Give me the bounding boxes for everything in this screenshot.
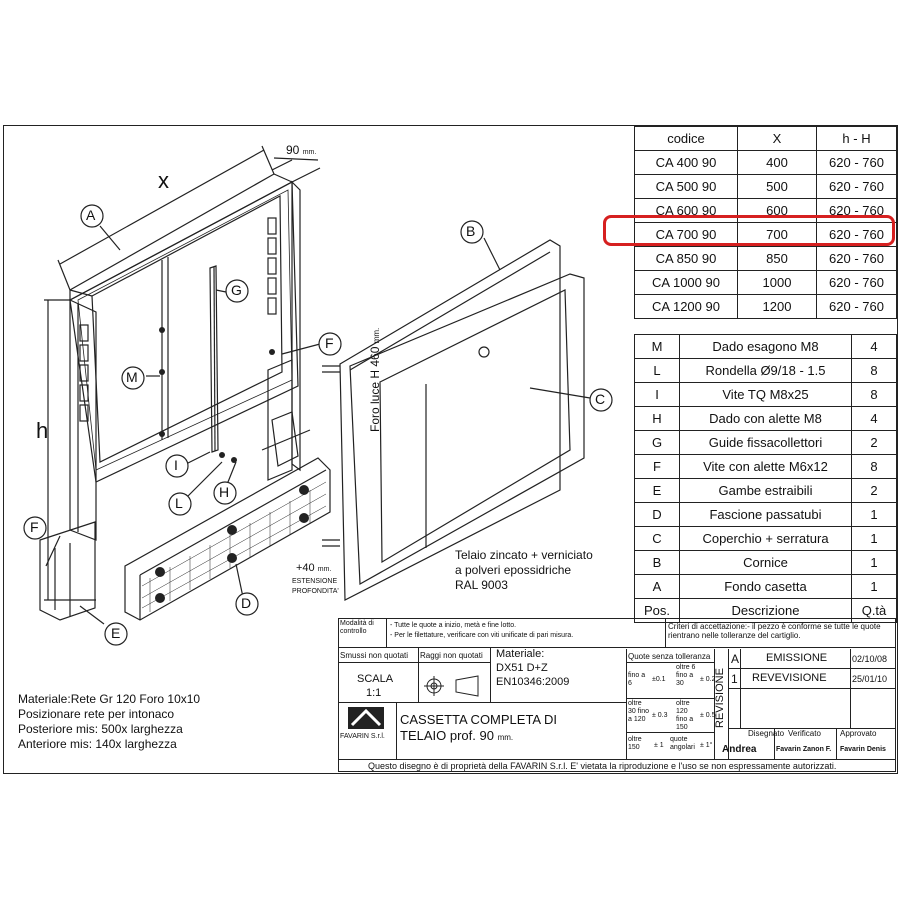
parts-row bbox=[635, 335, 897, 359]
codes-code: CA 700 90 bbox=[635, 223, 738, 247]
tol-cell: ± 0.5 bbox=[700, 712, 716, 719]
parts-pos: F bbox=[635, 455, 680, 479]
tol-cell: quote angolari bbox=[670, 736, 695, 751]
codes-code: CA 400 90 bbox=[635, 151, 738, 175]
codes-header-codice: codice bbox=[635, 127, 738, 151]
disegnato-label: Disegnato bbox=[748, 729, 785, 738]
parts-pos: B bbox=[635, 551, 680, 575]
parts-header-desc: Descrizione bbox=[680, 599, 852, 623]
callout-f-left: F bbox=[30, 519, 39, 535]
codes-x: 600 bbox=[738, 199, 817, 223]
tb-line bbox=[728, 688, 896, 689]
tb-line bbox=[338, 647, 896, 648]
rev-desc: EMISSIONE bbox=[766, 652, 828, 664]
title-line-2-text: TELAIO prof. 90 bbox=[400, 728, 494, 743]
tb-line bbox=[850, 649, 851, 729]
parts-row bbox=[635, 551, 897, 575]
callout-a: A bbox=[86, 207, 96, 223]
codes-row bbox=[635, 271, 897, 295]
parts-desc: Fascione passatubi bbox=[680, 503, 852, 527]
tb-line bbox=[665, 618, 666, 647]
codes-code: CA 1200 90 bbox=[635, 295, 738, 319]
parts-desc: Gambe estraibili bbox=[680, 479, 852, 503]
revisione-label: REVISIONE bbox=[714, 668, 726, 728]
tol-cell: fino a 6 bbox=[628, 672, 646, 687]
parts-header-qty: Q.tà bbox=[852, 599, 897, 623]
parts-qty: 4 bbox=[852, 407, 897, 431]
materiale-value-2: EN10346:2009 bbox=[496, 676, 570, 688]
finish-note-2: a polveri epossidriche bbox=[455, 563, 572, 577]
rev-date: 02/10/08 bbox=[852, 654, 888, 664]
parts-pos: D bbox=[635, 503, 680, 527]
criteri-text: Criteri di accettazione:- il pezzo è conforme se tutte le quote rientrano nelle tolleranze del cartiglio. bbox=[668, 622, 881, 640]
parts-row bbox=[635, 503, 897, 527]
codes-x: 500 bbox=[738, 175, 817, 199]
title-line-2 bbox=[400, 728, 513, 743]
tol-cell: ± 1° bbox=[700, 742, 713, 749]
parts-row bbox=[635, 407, 897, 431]
tol-cell: oltre 30 fino a 120 bbox=[628, 700, 650, 723]
rev-desc: REVEVISIONE bbox=[752, 672, 827, 684]
modalita-label: Modalità di controllo bbox=[340, 620, 374, 635]
parts-pos: H bbox=[635, 407, 680, 431]
material-note-4: Anteriore mis: 140x larghezza bbox=[18, 737, 177, 751]
tb-line bbox=[836, 728, 837, 759]
parts-qty: 1 bbox=[852, 575, 897, 599]
extension-value: +40 bbox=[296, 562, 315, 574]
dim-depth-unit: mm. bbox=[302, 149, 317, 156]
tb-line bbox=[338, 702, 626, 703]
parts-qty: 1 bbox=[852, 503, 897, 527]
tol-cell: oltre 120 fino a 150 bbox=[676, 700, 694, 731]
parts-row bbox=[635, 575, 897, 599]
callout-f-right: F bbox=[325, 335, 334, 351]
verificato-value: Favarin Zanon F. bbox=[776, 746, 832, 753]
parts-pos: A bbox=[635, 575, 680, 599]
codes-row bbox=[635, 247, 897, 271]
tb-line bbox=[490, 647, 491, 702]
tb-line bbox=[626, 732, 714, 733]
tb-line bbox=[418, 647, 419, 702]
tol-cell: ±0.1 bbox=[652, 676, 666, 683]
tol-cell: ± 0.2 bbox=[700, 676, 716, 683]
codes-row bbox=[635, 175, 897, 199]
dim-depth bbox=[286, 143, 316, 157]
parts-pos: E bbox=[635, 479, 680, 503]
parts-row bbox=[635, 383, 897, 407]
parts-qty: 2 bbox=[852, 479, 897, 503]
codes-h: 620 - 760 bbox=[817, 199, 897, 223]
material-note-3: Posteriore mis: 500x larghezza bbox=[18, 722, 183, 736]
tol-cell: oltre 6 fino a 30 bbox=[676, 664, 696, 687]
callout-l: L bbox=[175, 495, 183, 511]
tb-line bbox=[396, 702, 397, 759]
foro-luce-text: Foro luce H 460 bbox=[368, 346, 382, 432]
material-note-1: Materiale:Rete Gr 120 Foro 10x10 bbox=[18, 692, 201, 706]
extension-label bbox=[296, 562, 331, 574]
codes-header-h: h - H bbox=[817, 127, 897, 151]
callout-i: I bbox=[174, 457, 178, 473]
parts-desc: Cornice bbox=[680, 551, 852, 575]
codes-h: 620 - 760 bbox=[817, 295, 897, 319]
tb-line bbox=[338, 662, 490, 663]
parts-qty: 1 bbox=[852, 551, 897, 575]
codes-x: 1000 bbox=[738, 271, 817, 295]
tb-line bbox=[714, 759, 896, 760]
parts-pos: M bbox=[635, 335, 680, 359]
callout-c: C bbox=[595, 391, 606, 407]
modalita-note-1: - Tutte le quote a inizio, metà e fine lotto. bbox=[390, 622, 517, 629]
codes-h: 620 - 760 bbox=[817, 271, 897, 295]
codes-header-x: X bbox=[738, 127, 817, 151]
finish-note-1: Telaio zincato + verniciato bbox=[455, 548, 593, 562]
callout-b: B bbox=[466, 223, 476, 239]
parts-desc: Vite con alette M6x12 bbox=[680, 455, 852, 479]
parts-table bbox=[634, 334, 897, 623]
company-name: FAVARIN S.r.l. bbox=[340, 733, 385, 740]
tb-line bbox=[386, 618, 387, 647]
codes-x: 400 bbox=[738, 151, 817, 175]
parts-row bbox=[635, 527, 897, 551]
tb-line bbox=[728, 649, 729, 759]
disegnato-value: Andrea bbox=[722, 744, 757, 755]
parts-qty: 1 bbox=[852, 527, 897, 551]
raggi-label: Raggi non quotati bbox=[420, 651, 483, 660]
highlight-box bbox=[603, 215, 895, 246]
codes-x: 700 bbox=[738, 223, 817, 247]
foro-luce-label bbox=[368, 328, 382, 432]
parts-row bbox=[635, 431, 897, 455]
foro-luce-unit: mm. bbox=[372, 327, 381, 344]
finish-note-3: RAL 9003 bbox=[455, 578, 508, 592]
callout-e: E bbox=[111, 625, 121, 641]
material-note-2: Posizionare rete per intonaco bbox=[18, 707, 175, 721]
parts-desc: Dado esagono M8 bbox=[680, 335, 852, 359]
scala-label: SCALA bbox=[357, 673, 394, 685]
callout-m: M bbox=[126, 369, 138, 385]
extension-note-2: PROFONDITA' bbox=[292, 588, 339, 595]
parts-pos: G bbox=[635, 431, 680, 455]
approvato-value: Favarin Denis bbox=[840, 746, 886, 753]
tb-line bbox=[338, 759, 714, 760]
codes-row bbox=[635, 151, 897, 175]
parts-qty: 4 bbox=[852, 335, 897, 359]
extension-unit: mm. bbox=[317, 566, 332, 573]
callout-d: D bbox=[241, 595, 252, 611]
tb-line bbox=[626, 649, 627, 759]
parts-desc: Rondella Ø9/18 - 1.5 bbox=[680, 359, 852, 383]
dim-h: h bbox=[36, 418, 49, 443]
title-unit: mm. bbox=[497, 733, 514, 742]
codes-h: 620 - 760 bbox=[817, 175, 897, 199]
codes-code: CA 600 90 bbox=[635, 199, 738, 223]
codes-code: CA 850 90 bbox=[635, 247, 738, 271]
dim-x: x bbox=[158, 168, 169, 193]
parts-pos: C bbox=[635, 527, 680, 551]
rev-letter: A bbox=[731, 652, 740, 666]
tb-line bbox=[728, 668, 896, 669]
parts-row bbox=[635, 359, 897, 383]
tb-line bbox=[626, 698, 714, 699]
scala-value: 1:1 bbox=[366, 687, 382, 699]
materiale-label: Materiale: bbox=[496, 648, 545, 660]
codes-h: 620 - 760 bbox=[817, 151, 897, 175]
projection-symbol-icon bbox=[420, 672, 486, 698]
verificato-label: Verificato bbox=[788, 729, 821, 738]
rev-date: 25/01/10 bbox=[852, 674, 888, 684]
parts-header-pos: Pos. bbox=[635, 599, 680, 623]
parts-qty: 8 bbox=[852, 359, 897, 383]
parts-pos: L bbox=[635, 359, 680, 383]
tol-cell: ± 1 bbox=[654, 742, 664, 749]
rev-letter: 1 bbox=[731, 672, 738, 686]
codes-h: 620 - 760 bbox=[817, 223, 897, 247]
modalita-note-2: - Per le filettature, verificare con viti unificate di pari misura. bbox=[390, 632, 574, 639]
tol-cell: oltre 150 bbox=[628, 736, 642, 751]
title-line-1: CASSETTA COMPLETA DI bbox=[400, 712, 557, 727]
parts-row bbox=[635, 479, 897, 503]
dim-depth-value: 90 bbox=[286, 143, 300, 157]
parts-desc: Dado con alette M8 bbox=[680, 407, 852, 431]
parts-qty: 8 bbox=[852, 455, 897, 479]
parts-desc: Fondo casetta bbox=[680, 575, 852, 599]
callout-h: H bbox=[219, 484, 230, 500]
parts-row bbox=[635, 455, 897, 479]
approvato-label: Approvato bbox=[840, 729, 877, 738]
callout-g: G bbox=[231, 282, 242, 298]
tol-cell: ± 0.3 bbox=[652, 712, 668, 719]
codes-code: CA 500 90 bbox=[635, 175, 738, 199]
materiale-value-1: DX51 D+Z bbox=[496, 662, 548, 674]
quote-header: Quote senza tolleranza bbox=[628, 652, 711, 661]
tb-line bbox=[626, 662, 714, 663]
codes-h: 620 - 760 bbox=[817, 247, 897, 271]
company-logo-icon bbox=[346, 705, 386, 731]
codes-code: CA 1000 90 bbox=[635, 271, 738, 295]
parts-qty: 8 bbox=[852, 383, 897, 407]
parts-desc: Guide fissacollettori bbox=[680, 431, 852, 455]
codes-x: 1200 bbox=[738, 295, 817, 319]
parts-desc: Vite TQ M8x25 bbox=[680, 383, 852, 407]
tb-line bbox=[740, 649, 741, 729]
codes-header-row bbox=[635, 127, 897, 151]
parts-pos: I bbox=[635, 383, 680, 407]
parts-qty: 2 bbox=[852, 431, 897, 455]
footer-notice: Questo disegno è di proprietà della FAVARIN S.r.l. E' vietata la riproduzione e l'uso se non espressamente autorizzati. bbox=[368, 761, 837, 771]
extension-note-1: ESTENSIONE bbox=[292, 578, 338, 585]
codes-x: 850 bbox=[738, 247, 817, 271]
parts-desc: Coperchio + serratura bbox=[680, 527, 852, 551]
smussi-label: Smussi non quotati bbox=[340, 651, 409, 660]
codes-row bbox=[635, 295, 897, 319]
